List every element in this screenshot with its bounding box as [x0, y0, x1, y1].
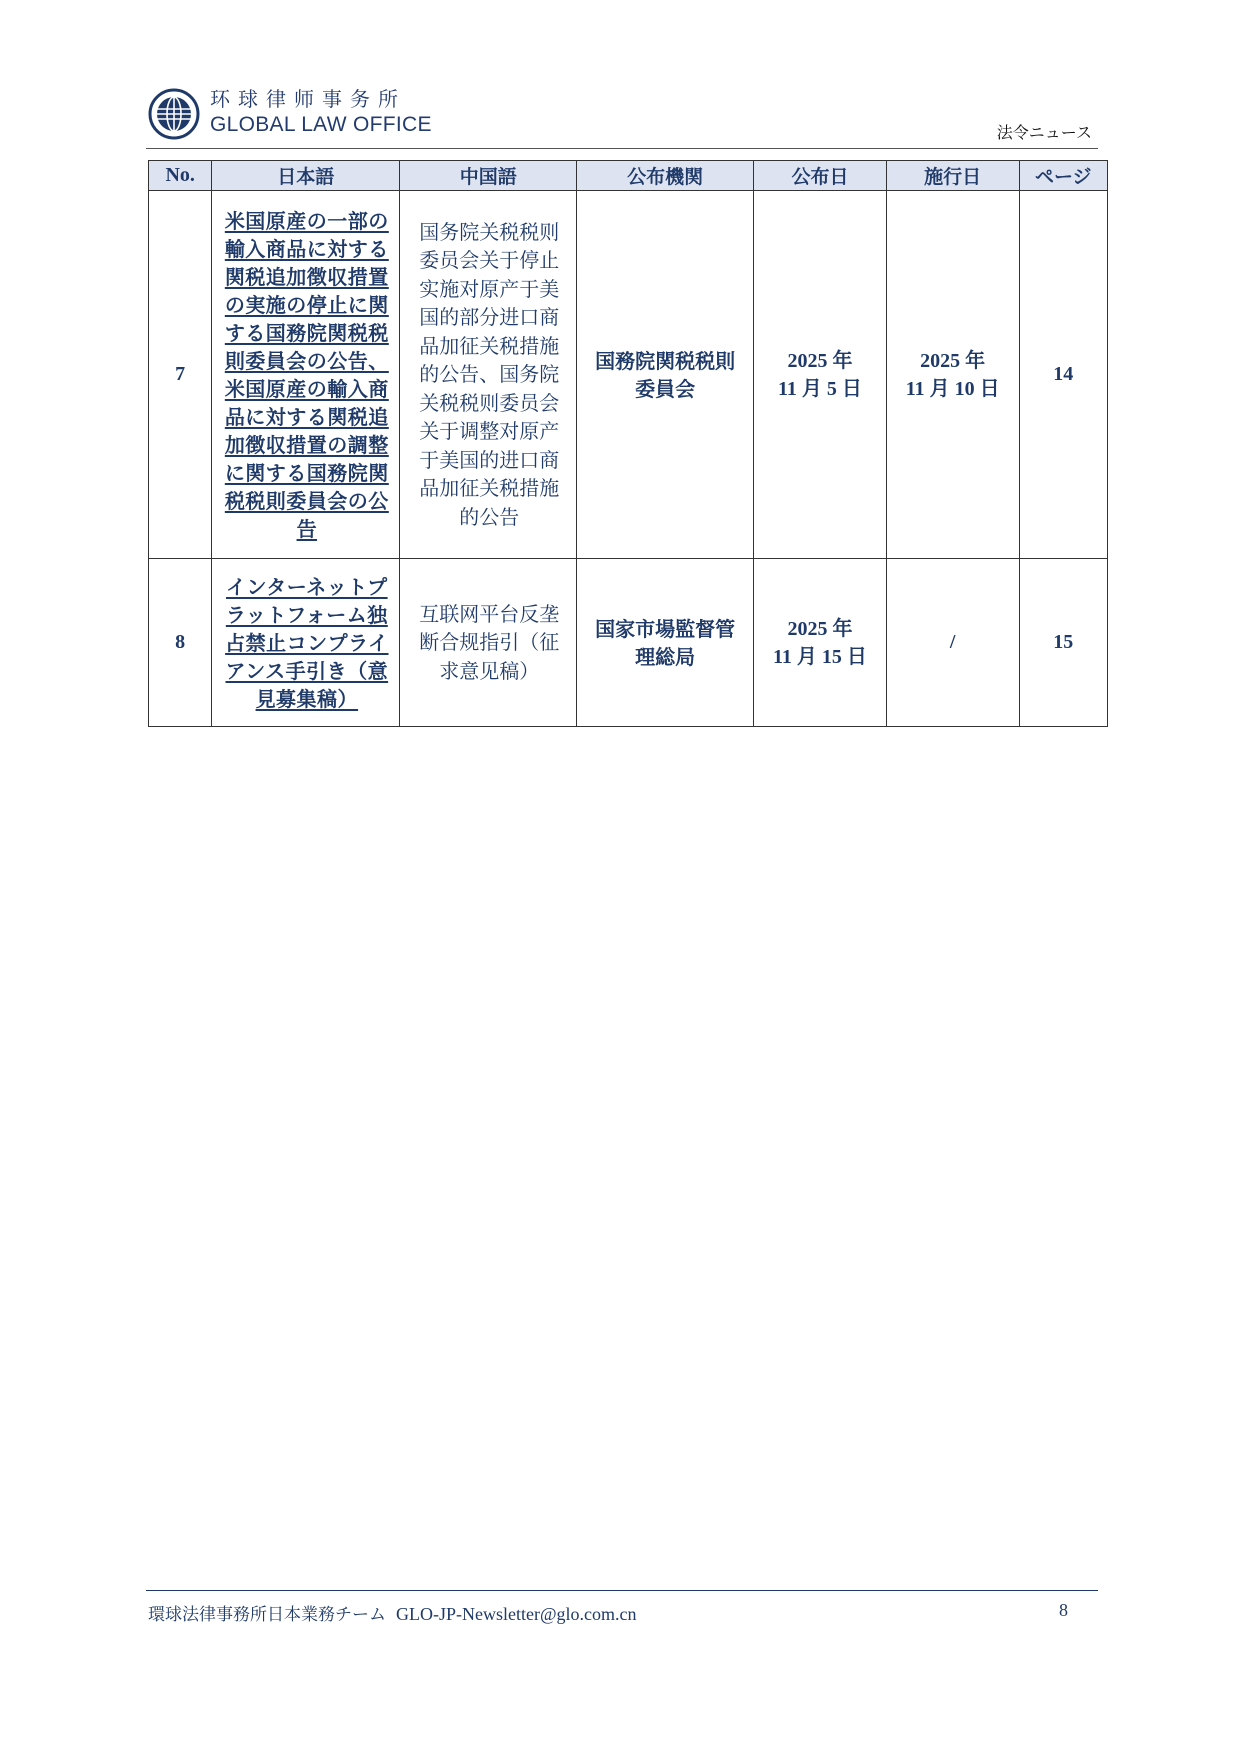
column-header-publication-date: 公布日: [754, 161, 887, 191]
effective-date-year: 2025 年: [920, 349, 986, 372]
publication-date: [754, 191, 887, 559]
logo-name-english: GLOBAL LAW OFFICE: [210, 113, 432, 136]
footer-team-name: 環球法律事務所日本業務チーム: [148, 1605, 386, 1625]
effective-date-month-day: 11 月 10 日: [905, 377, 1000, 400]
chinese-title: 互联网平台反垄断合规指引（征求意见稿）: [400, 559, 577, 727]
publication-date-month-day: 11 月 5 日: [778, 377, 862, 400]
column-header-effective-date: 施行日: [886, 161, 1019, 191]
publication-date: [754, 559, 887, 727]
table-header-row: [149, 161, 1108, 191]
japanese-title-link[interactable]: 米国原産の一部の輸入商品に対する関税追加徴収措置の実施の停止に関する国務院関税税則委員会の公告、米国原産の輸入商品に対する関税追加徴収措置の調整に関する国務院関税税則委員会の公告: [224, 208, 389, 541]
effective-date: [886, 191, 1019, 559]
table-row: [149, 191, 1108, 559]
japanese-title-cell: [212, 559, 400, 727]
page-reference: 14: [1019, 191, 1107, 559]
section-title: 法令ニュース: [996, 123, 1092, 142]
page-reference: 15: [1019, 559, 1107, 727]
logo-name-chinese: 环球律师事务所: [210, 87, 406, 111]
publication-date-year: 2025 年: [787, 617, 853, 640]
chinese-title: 国务院关税税则委员会关于停止实施对原产于美国的部分进口商品加征关税措施的公告、国务院关税税则委员会关于调整对原产于美国的进口商品加征关税措施的公告: [400, 191, 577, 559]
row-number: 8: [149, 559, 212, 727]
issuing-agency: 国家市場監督管理総局: [577, 559, 754, 727]
publication-date-month-day: 11 月 15 日: [773, 645, 867, 668]
footer-contact: [148, 1600, 637, 1625]
row-number: 7: [149, 191, 212, 559]
publication-date-year: 2025 年: [787, 349, 853, 372]
column-header-chinese: 中国語: [400, 161, 577, 191]
page-header: [148, 86, 1096, 146]
japanese-title-cell: [212, 191, 400, 559]
column-header-no: No.: [149, 161, 212, 191]
globe-icon: [148, 88, 200, 140]
issuing-agency: 国務院関税税則委員会: [577, 191, 754, 559]
header-divider: [146, 148, 1098, 149]
law-news-table: [148, 160, 1108, 727]
effective-date: /: [886, 559, 1019, 727]
logo-wordmark: [210, 86, 432, 138]
column-header-agency: 公布機関: [577, 161, 754, 191]
table-row: [149, 559, 1108, 727]
japanese-title-link[interactable]: インターネットプラットフォーム独占禁止コンプライアンス手引き（意見募集稿）: [225, 574, 389, 711]
column-header-japanese: 日本語: [212, 161, 400, 191]
page-number: 8: [1059, 1600, 1068, 1620]
column-header-page: ページ: [1019, 161, 1107, 191]
footer-email: GLO-JP-Newsletter@glo.com.cn: [396, 1604, 637, 1624]
footer-divider: [146, 1590, 1098, 1591]
